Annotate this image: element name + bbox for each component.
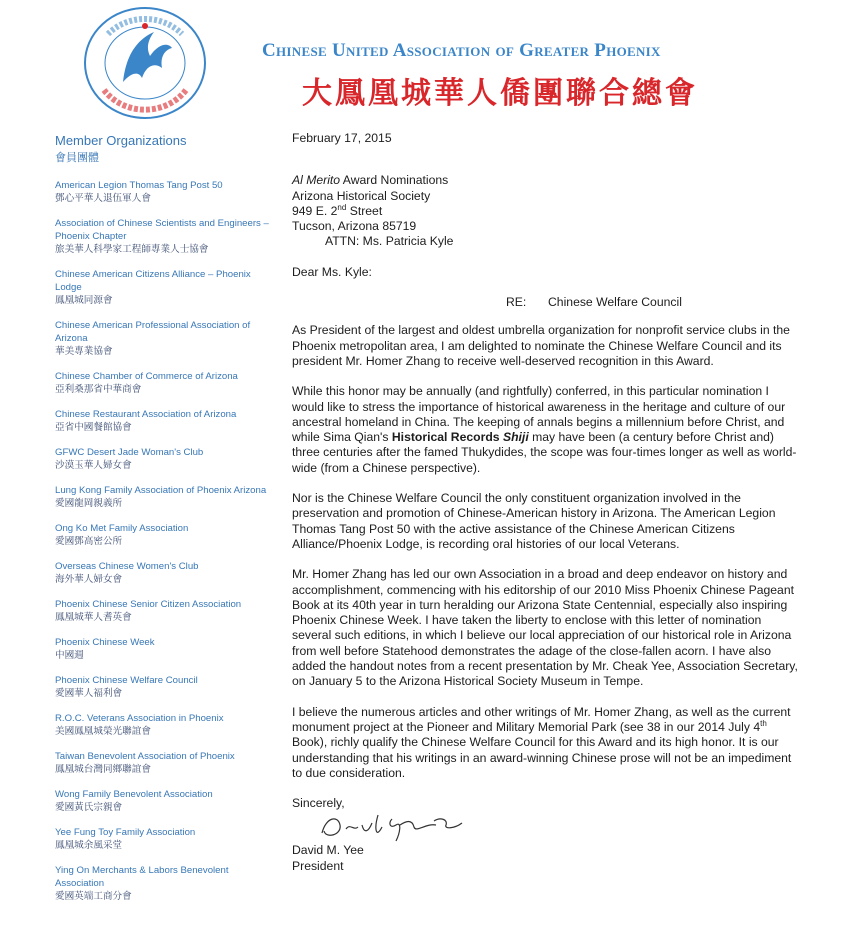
street-word: Street xyxy=(346,203,383,218)
member-list xyxy=(55,179,275,903)
member-organization-name: Phoenix Chinese Welfare Council xyxy=(55,675,198,686)
member-organization-name-chinese: 旅美華人科學家工程師專業人士協會 xyxy=(55,244,209,255)
member-organization-name: R.O.C. Veterans Association in Phoenix xyxy=(55,713,224,724)
paragraph-2-part-d: may have been (a century before Christ and) three centuries after the famed Thukydides, the scope was four-times longer as well as world-wide (from a Chinese perspective). xyxy=(292,430,797,475)
member-organization-name: Overseas Chinese Women's Club xyxy=(55,561,199,572)
paragraph-3: Nor is the Chinese Welfare Council the only constituent organization involved in the preservation and promotion of Chinese-American history in Arizona. The American Legion Thomas Tang Post 50 with the active assistance of the Chinese American Citizens Alliance/Phoenix Lodge, is recording oral histories of our local Veterans. xyxy=(292,491,776,551)
paragraph-4: Mr. Homer Zhang has led our own Association in a broad and deep endeavor on history and accomplishment, commencing with his editorship of our 2010 Miss Phoenix Chinese Pageant Book at its 40th year in turn heralding our Arizona State Centennial, especially also inspiring Phoenix Chinese Week. I have taken the liberty to enclose with this letter of nomination several such editions, in which I believe our local appreciation of our historical role in Arizona from well before Statehood demonstrates the adage of the close-fallen acorn. I have also added the handout notes from a recent presentation by Mr. Cheak Yee, Association Secretary, on January 5 to the Arizona Historical Society Museum in Tempe. xyxy=(292,567,798,689)
member-organization-item xyxy=(55,408,275,434)
org-name-chinese: 大鳳凰城華人僑團聯合總會 xyxy=(302,76,698,111)
member-organization-item xyxy=(55,598,275,624)
member-organization-name-chinese: 沙漠玉華人婦女會 xyxy=(55,460,132,471)
regarding-line xyxy=(506,295,802,310)
member-organization-name-chinese: 亞省中國餐館協會 xyxy=(55,422,132,433)
award-name: Al Merito xyxy=(292,173,341,188)
member-organization-name-chinese: 亞利桑那省中華商會 xyxy=(55,384,142,395)
ordinal-suffix: th xyxy=(760,718,767,728)
member-organization-name-chinese: 愛國英端工商分會 xyxy=(55,891,132,902)
address-line-3 xyxy=(292,204,802,219)
member-organization-item xyxy=(55,826,275,852)
paragraph-1: As President of the largest and oldest umbrella organization for nonprofit service clubs in the Phoenix metropolitan area, I am delighted to nominate the Chinese Welfare Council and its president Mr. Homer Zhang to receive well-deserved recognition in this Award. xyxy=(292,323,790,368)
member-organization-item xyxy=(55,674,275,700)
member-organization-name-chinese: 愛國龍岡親義所 xyxy=(55,498,123,509)
member-organization-name-chinese: 鄧心平華人退伍軍人會 xyxy=(55,193,151,204)
member-organization-name: Ying On Merchants & Labors Benevolent Association xyxy=(55,865,229,889)
signer-name: David M. Yee xyxy=(292,843,364,858)
member-organization-name: Lung Kong Family Association of Phoenix Arizona xyxy=(55,485,267,496)
member-organization-item xyxy=(55,217,275,256)
member-organization-item xyxy=(55,268,275,307)
member-organization-item xyxy=(55,864,275,903)
signer-title: President xyxy=(292,858,344,873)
paragraph-5 xyxy=(292,705,802,781)
member-organization-item xyxy=(55,319,275,358)
member-organization-name-chinese: 鳳凰城余風采堂 xyxy=(55,840,123,851)
org-name-english: Chinese United Association of Greater Phoenix xyxy=(262,40,661,61)
sidebar-title: Member Organizations xyxy=(55,133,187,148)
paragraph-2-part-a: While this honor may be annually (and rightfully) conferred, in this particular nomination I would like to stress the importance of historical awareness in the heritage and culture of our ancestral homeland in China. The keeping of annals begins a millennium before Christ, and while Sima Qian's xyxy=(292,384,786,445)
member-organization-name-chinese: 海外華人婦女會 xyxy=(55,574,123,585)
member-organization-name: Phoenix Chinese Senior Citizen Association xyxy=(55,599,242,610)
member-organization-name: Chinese American Citizens Alliance – Phoenix Lodge xyxy=(55,269,251,293)
street-number: 949 E. 2 xyxy=(292,203,338,218)
member-organization-name: Chinese American Professional Association of Arizona xyxy=(55,320,251,344)
sidebar-title-chinese: 會員團體 xyxy=(55,152,99,164)
letter-body xyxy=(292,131,802,874)
member-organization-name-chinese: 愛國鄧高密公所 xyxy=(55,536,123,547)
closing: Sincerely, xyxy=(292,796,345,811)
attention-line: ATTN: Ms. Patricia Kyle xyxy=(325,234,454,249)
member-organization-item xyxy=(55,179,275,205)
member-organizations-sidebar xyxy=(55,133,275,915)
member-organization-name-chinese: 華美專業協會 xyxy=(55,346,113,357)
re-value: Chinese Welfare Council xyxy=(548,295,682,310)
member-organization-name: Taiwan Benevolent Association of Phoenix xyxy=(55,751,235,762)
member-organization-item xyxy=(55,560,275,586)
member-organization-name-chinese: 鳳凰城同源會 xyxy=(55,295,113,306)
member-organization-name: Wong Family Benevolent Association xyxy=(55,789,213,800)
member-organization-item xyxy=(55,788,275,814)
recipient-address xyxy=(292,173,802,249)
shiji-title: Shiji xyxy=(502,430,529,445)
member-organization-name: GFWC Desert Jade Woman's Club xyxy=(55,447,204,458)
member-organization-name: Yee Fung Toy Family Association xyxy=(55,827,196,838)
paragraph-2 xyxy=(292,384,802,476)
paragraph-5-part-b: Book), richly qualify the Chinese Welfare Council for this Award and its high honor. It is our understanding that his writings in an award-winning Chinese prose will not be an impediment to due consideration. xyxy=(292,735,792,780)
address-line-2: Arizona Historical Society xyxy=(292,188,431,203)
member-organization-name: Phoenix Chinese Week xyxy=(55,637,155,648)
member-organization-item xyxy=(55,636,275,662)
member-organization-item xyxy=(55,750,275,776)
member-organization-item xyxy=(55,522,275,548)
member-organization-name-chinese: 中國週 xyxy=(55,650,84,661)
member-organization-name-chinese: 愛國黃氏宗親會 xyxy=(55,802,123,813)
member-organization-item xyxy=(55,446,275,472)
member-organization-name-chinese: 鳳凰城台灣同鄉聯誼會 xyxy=(55,764,151,775)
member-organization-name: Association of Chinese Scientists and Engineers – Phoenix Chapter xyxy=(55,218,269,242)
letter-date: February 17, 2015 xyxy=(292,131,392,145)
address-line-4: Tucson, Arizona 85719 xyxy=(292,219,417,234)
member-organization-item xyxy=(55,370,275,396)
street-suffix: nd xyxy=(337,202,347,212)
member-organization-item xyxy=(55,484,275,510)
member-organization-name: American Legion Thomas Tang Post 50 xyxy=(55,180,223,191)
award-nominations-text: Award Nominations xyxy=(340,173,449,188)
address-line-1 xyxy=(292,173,802,188)
member-organization-name: Ong Ko Met Family Association xyxy=(55,523,189,534)
member-organization-item xyxy=(55,712,275,738)
member-organization-name-chinese: 愛國華人福利會 xyxy=(55,688,123,699)
member-organization-name: Chinese Chamber of Commerce of Arizona xyxy=(55,371,238,382)
member-organization-name-chinese: 美國鳳凰城榮光聯誼會 xyxy=(55,726,151,737)
re-label: RE: xyxy=(506,295,527,310)
member-organization-name: Chinese Restaurant Association of Arizona xyxy=(55,409,237,420)
salutation: Dear Ms. Kyle: xyxy=(292,264,372,279)
member-organization-name-chinese: 鳳凰城華人耆英會 xyxy=(55,612,132,623)
paragraph-5-part-a: I believe the numerous articles and other writings of Mr. Homer Zhang, as well as the current monument project at the Pioneer and Military Memorial Park (see 38 in our 2014 July 4 xyxy=(292,704,791,734)
association-seal-logo xyxy=(68,4,222,122)
handwritten-signature xyxy=(292,811,802,843)
historical-records-title: Historical Records xyxy=(391,430,503,445)
